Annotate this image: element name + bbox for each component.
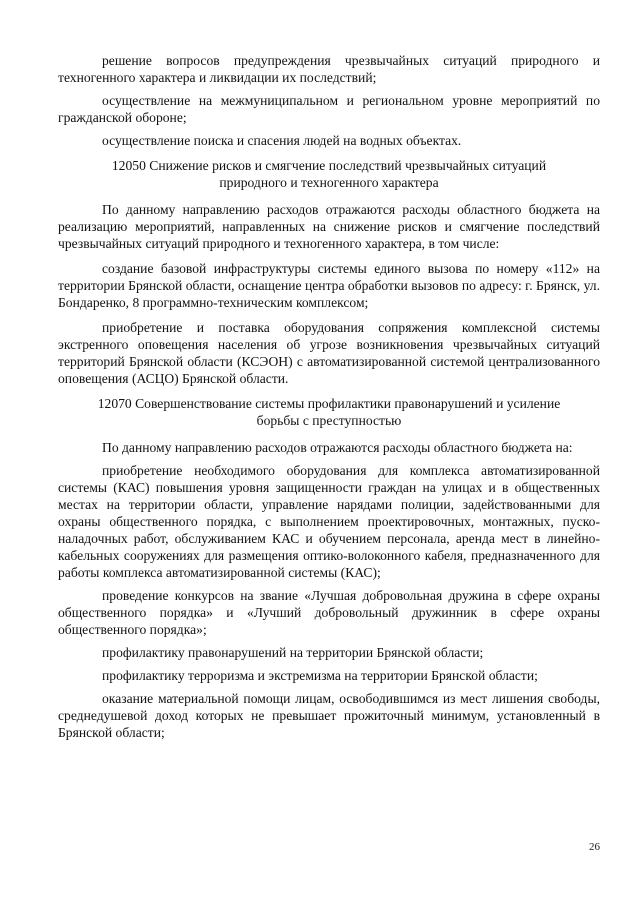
page-number: 26: [589, 841, 600, 853]
paragraph-civil-defense: осуществление на межмуниципальном и региональном уровне мероприятий по гражданской обороне;: [58, 93, 600, 125]
paragraph-12070-material-aid: оказание материальной помощи лицам, освободившимся из мест лишения свободы, среднедушевой доход которых не превышает прожиточный минимум, установленный в Брянской области;: [58, 691, 600, 740]
paragraph-12050-system-112: создание базовой инфраструктуры системы единого вызова по номеру «112» на территории Брянской области, оснащение центра обработки вызовов по адресу: г. Брянск, ул. Бондаренко, 8 программно-техническим комплексом;: [58, 261, 600, 310]
paragraph-12070-offense-prevention: профилактику правонарушений на территории Брянской области;: [102, 645, 484, 660]
paragraph-emergency-prevention: решение вопросов предупреждения чрезвычайных ситуаций природного и техногенного характера и ликвидации их последствий;: [58, 53, 600, 85]
paragraph-12070-contests: проведение конкурсов на звание «Лучшая добровольная дружина в сфере охраны общественного порядка» и «Лучший добровольный дружинник в сфере охраны общественного порядка»;: [58, 588, 600, 637]
paragraph-12070-intro: По данному направлению расходов отражаются расходы областного бюджета на:: [102, 440, 573, 455]
section-heading-12050: 12050 Снижение рисков и смягчение последствий чрезвычайных ситуаций природного и техногенного характера: [111, 158, 547, 190]
paragraph-12070-kas: приобретение необходимого оборудования для комплекса автоматизированной системы (КАС) повышения уровня защищенности граждан на улицах и в общественных местах на территории области, управление нарядами полиции, задействованными для охраны общественного порядка, с выполнением проектировочных, монтажных, пуско-наладочных работ, обслуживанием КАС и обучением персонала, аренда мест в линейно-кабельных сооружениях для размещения оптико-волоконного кабеля, предназначенного для работы комплекса автоматизированной системы (КАС);: [58, 463, 600, 580]
document-page: [58, 52, 600, 747]
section-heading-12070: 12070 Совершенствование системы профилактики правонарушений и усиление борьбы с преступностью: [97, 396, 561, 428]
paragraph-12050-intro: По данному направлению расходов отражаются расходы областного бюджета на реализацию мероприятий, направленных на снижение рисков и смягчение последствий чрезвычайных ситуаций природного и техногенного характера, в том числе:: [58, 202, 600, 251]
paragraph-12050-ksyeon: приобретение и поставка оборудования сопряжения комплексной системы экстренного оповещения населения об угрозе возникновения чрезвычайных ситуаций территорий Брянской области (КСЭОН) с автоматизированной системой централизованного оповещения (АСЦО) Брянской области.: [58, 320, 600, 386]
paragraph-water-rescue: осуществление поиска и спасения людей на водных объектах.: [102, 133, 462, 148]
paragraph-12070-terrorism-prevention: профилактику терроризма и экстремизма на территории Брянской области;: [102, 668, 538, 683]
